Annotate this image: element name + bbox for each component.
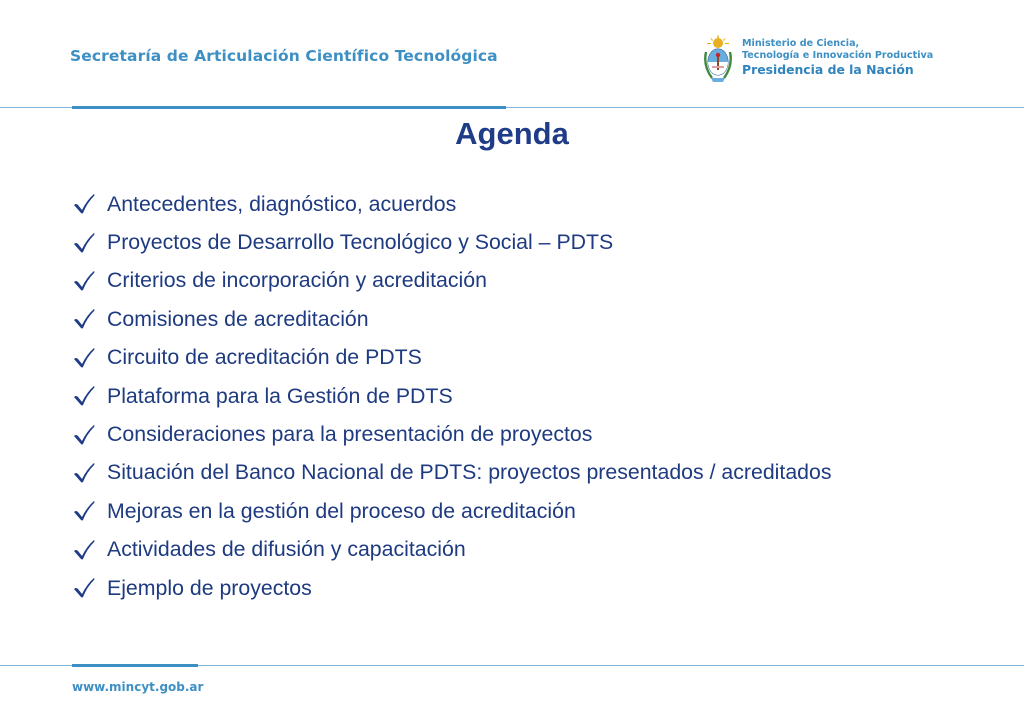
footer-divider-accent: [72, 664, 198, 667]
checkmark-icon: [72, 577, 96, 599]
checkmark-icon: [72, 270, 96, 292]
agenda-item: [72, 492, 832, 530]
agenda-item-text: Criterios de incorporación y acreditación: [107, 268, 487, 293]
checkmark-icon: [72, 193, 96, 215]
agenda-item: [72, 531, 832, 569]
agenda-item: [72, 415, 832, 453]
checkmark-icon: [72, 462, 96, 484]
agenda-item: [72, 339, 832, 377]
checkmark-icon: [72, 539, 96, 561]
agenda-item-text: Antecedentes, diagnóstico, acuerdos: [107, 191, 457, 216]
agenda-list: [72, 185, 832, 607]
agenda-item: [72, 262, 832, 300]
agenda-item-text: Circuito de acreditación de PDTS: [107, 345, 422, 370]
footer-url: www.mincyt.gob.ar: [72, 680, 204, 694]
header-title: Secretaría de Articulación Científico Tecnológica: [70, 47, 498, 65]
agenda-item-text: Mejoras en la gestión del proceso de acreditación: [107, 498, 576, 523]
agenda-item: [72, 377, 832, 415]
checkmark-icon: [72, 424, 96, 446]
logo-ministry-line-2: Tecnología e Innovación Productiva: [742, 50, 934, 61]
checkmark-icon: [72, 500, 96, 522]
agenda-item-text: Comisiones de acreditación: [107, 306, 369, 331]
page-title: Agenda: [455, 116, 569, 151]
agenda-item-text: Plataforma para la Gestión de PDTS: [107, 383, 453, 408]
ministry-logo: [702, 34, 932, 84]
agenda-item-text: Actividades de difusión y capacitación: [107, 537, 466, 562]
checkmark-icon: [72, 232, 96, 254]
checkmark-icon: [72, 347, 96, 369]
agenda-item: [72, 569, 832, 607]
logo-presidencia-line: Presidencia de la Nación: [742, 62, 914, 77]
agenda-item: [72, 300, 832, 338]
header-divider-accent: [72, 106, 506, 109]
logo-ministry-line: Ministerio de Ciencia,: [742, 38, 860, 49]
agenda-item-text: Consideraciones para la presentación de proyectos: [107, 422, 593, 447]
coat-of-arms-icon: [702, 34, 734, 84]
agenda-item-text: Ejemplo de proyectos: [107, 575, 312, 600]
agenda-item-text: Proyectos de Desarrollo Tecnológico y Social – PDTS: [107, 230, 614, 255]
checkmark-icon: [72, 385, 96, 407]
checkmark-icon: [72, 308, 96, 330]
agenda-item-text: Situación del Banco Nacional de PDTS: proyectos presentados / acreditados: [107, 460, 832, 485]
agenda-item: [72, 185, 832, 223]
agenda-item: [72, 454, 832, 492]
agenda-item: [72, 223, 832, 261]
